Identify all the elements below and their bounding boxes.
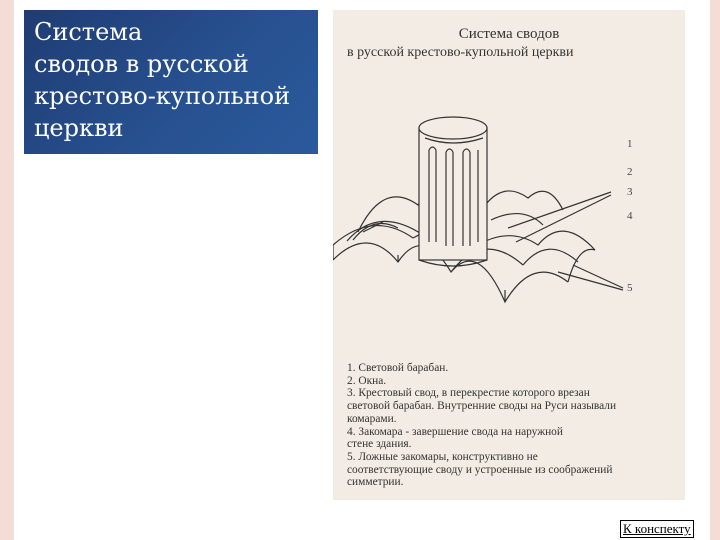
title-line: крестово-купольной — [34, 82, 291, 110]
label-number: 2 — [627, 166, 633, 178]
caption-line: симметрии. — [347, 476, 404, 489]
church-vault-drawing — [333, 10, 685, 350]
caption-line: соответствующие своду и устроенные из соображений — [347, 463, 613, 476]
label-number: 3 — [627, 186, 633, 198]
caption-line: 2. Окна. — [347, 374, 387, 387]
caption-line: 3. Крестовый свод, в перекрестие которого врезан — [347, 387, 590, 400]
caption-line: 4. Закомара - завершение свода на наружной — [347, 425, 563, 438]
caption-line: световой барабан. Внутренние своды на Руси называли — [347, 400, 617, 413]
title-line: церкви — [34, 114, 124, 142]
figure-subtitle: в русской крестово-купольной церкви — [347, 45, 574, 60]
title-line: Система — [34, 18, 143, 46]
left-border — [0, 0, 14, 540]
slide-title — [24, 10, 318, 154]
caption-line: 5. Ложные закомары, конструктивно не — [347, 450, 538, 463]
title-line: сводов в русской — [34, 50, 249, 78]
label-number: 5 — [627, 282, 633, 294]
to-notes-link[interactable]: К конспекту — [620, 520, 694, 538]
figure-title: Система сводов — [458, 26, 560, 42]
caption-line: 1. Световой барабан. — [347, 362, 449, 374]
right-border — [710, 0, 720, 540]
vault-system-figure — [333, 10, 685, 500]
label-number: 4 — [627, 210, 633, 222]
label-number: 1 — [627, 138, 633, 150]
figure-caption — [347, 362, 677, 489]
caption-line: комарами. — [347, 412, 397, 425]
caption-line: стене здания. — [347, 438, 412, 451]
